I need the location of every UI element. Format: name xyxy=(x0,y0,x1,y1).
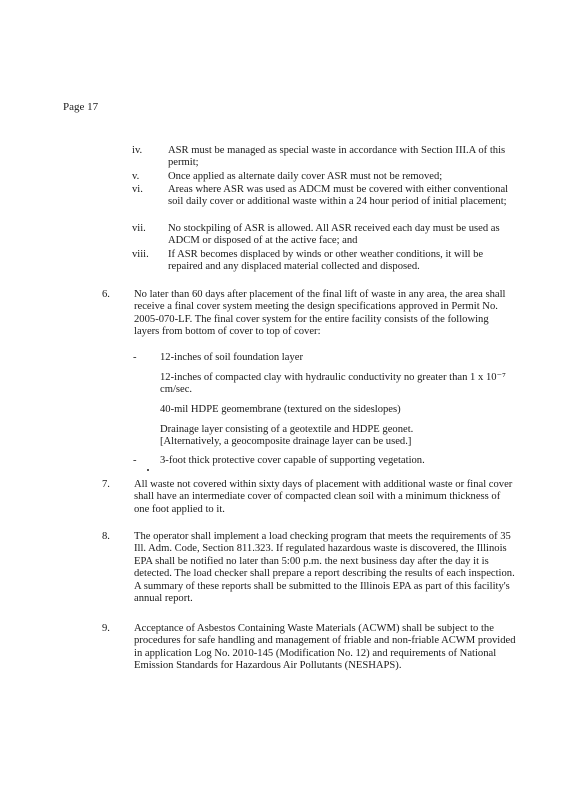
roman-list-item xyxy=(132,171,513,183)
cover-layer xyxy=(133,455,515,467)
item-number: 8. xyxy=(102,531,110,542)
roman-numeral: vi. xyxy=(132,184,143,195)
item-number: 6. xyxy=(102,289,110,300)
roman-list-item xyxy=(132,223,513,248)
layer-text: 40-mil HDPE geomembrane (textured on the sideslopes) xyxy=(160,404,401,415)
item-text: All waste not covered within sixty days of placement with additional waste or final cover shall have an intermediate cover of compacted clean soil with a minimum thickness of one foot applied to it. xyxy=(134,479,513,515)
roman-item-text: Once applied as alternate daily cover ASR must not be removed; xyxy=(168,171,443,182)
cover-layer xyxy=(133,352,515,364)
roman-numeral: v. xyxy=(132,171,140,182)
roman-numeral: iv. xyxy=(132,145,143,156)
dash-marker: - xyxy=(133,455,137,466)
roman-item-text: If ASR becomes displaced by winds or other weather conditions, it will be repaired and any displaced material collected and disposed. xyxy=(168,249,484,273)
layer-text: Drainage layer consisting of a geotextile and HDPE geonet. xyxy=(160,424,414,435)
scan-speck xyxy=(147,469,149,471)
roman-list-item xyxy=(132,249,513,274)
cover-layer xyxy=(160,436,515,448)
roman-numeral: vii. xyxy=(132,223,146,234)
numbered-item-9 xyxy=(102,623,516,673)
dash-marker: - xyxy=(133,352,137,363)
roman-item-text: No stockpiling of ASR is allowed. All ASR received each day must be used as ADCM or disposed of at the active face; and xyxy=(168,223,500,247)
cover-layer xyxy=(160,424,515,436)
roman-list-item xyxy=(132,184,513,209)
roman-item-text: ASR must be managed as special waste in accordance with Section III.A of this permit; xyxy=(168,145,506,169)
layer-text: 12-inches of soil foundation layer xyxy=(160,352,303,363)
roman-numeral: viii. xyxy=(132,249,149,260)
layer-text: 12-inches of compacted clay with hydraulic conductivity no greater than 1 x 10⁻⁷ cm/sec. xyxy=(160,372,506,396)
item-number: 7. xyxy=(102,479,110,490)
layer-text: 3-foot thick protective cover capable of supporting vegetation. xyxy=(160,455,425,466)
item-text: Acceptance of Asbestos Containing Waste Materials (ACWM) shall be subject to the procedures for safe handling and management of friable and non-friable ACWM provided in application Log No. 2010-145 (Modification No. 12) and requirements of National Emission Standards for Hazardous Air Pollutants (NESHAPS). xyxy=(134,623,516,672)
roman-list-item xyxy=(132,145,513,170)
layer-text: [Alternatively, a geocomposite drainage layer can be used.] xyxy=(160,436,412,447)
page-number: Page 17 xyxy=(63,101,99,113)
numbered-item-8 xyxy=(102,531,516,605)
numbered-item-7 xyxy=(102,479,516,516)
cover-layer xyxy=(160,372,515,397)
cover-layer xyxy=(160,404,515,416)
item-text: No later than 60 days after placement of the final lift of waste in any area, the area shall receive a final cover system meeting the design specifications approved in Permit No. 2005-070-LF. The final cover system for the entire facility consists of the following layers from bottom of cover to top of cover: xyxy=(134,289,506,338)
roman-item-text: Areas where ASR was used as ADCM must be covered with either conventional soil daily cover or additional waste within a 24 hour period of initial placement; xyxy=(168,184,509,208)
item-text: The operator shall implement a load checking program that meets the requirements of 35 Ill. Adm. Code, Section 811.323. If regulated hazardous waste is discovered, the Illinois EPA shall be notified no later than 5:00 p.m. the next business day after the day it is detected. The load checker shall prepare a report describing the results of each inspection. A summary of these reports shall be submitted to the Illinois EPA as part of this facility's annual report. xyxy=(134,531,515,605)
numbered-item-6 xyxy=(102,289,516,339)
item-number: 9. xyxy=(102,623,110,634)
